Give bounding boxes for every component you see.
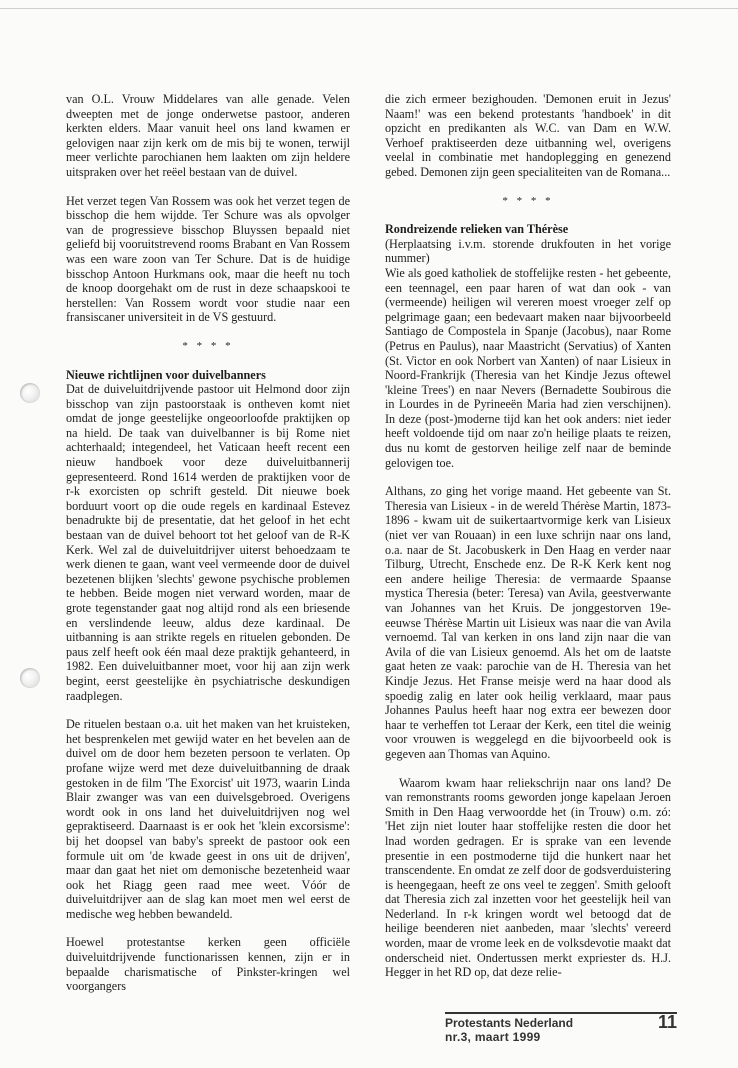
issue-info: nr.3, maart 1999 [445, 1030, 541, 1044]
section-heading-relieken: Rondreizende relieken van Thérèse [385, 222, 569, 237]
reprint-note: (Herplaatsing i.v.m. storende drukfouten in het vorige nummer) [385, 236, 671, 266]
page-number: 11 [657, 1012, 677, 1032]
right-paragraph-1: die zich ermeer bezighouden. 'Demonen eruit in Jezus' Naam!' was een bekend protestants 'handboek' in dit opzicht en predikanten als W.C. van Dam en W.W. Verhoef praktiseerden deze uitbanning wel, overigens veelal in combinatie met handoplegging en genezend gebed. Demonen zijn geen specialiteiten van de Romana... [385, 92, 671, 179]
left-paragraph-1: van O.L. Vrouw Middelares van alle genade. Velen dweepten met de jonge onderwetse pastoor, anderen kerkten elders. Maar vanuit heel ons land kwamen er gelovigen naar zijn kerk om de mis bij te wonen, terwijl meer verlichte parochianen hem laakten om zijn heldere uitspraken over het reëel bestaan van de duivel. [66, 92, 350, 179]
section-divider-stars: * * * * [182, 339, 234, 352]
publication-title: Protestants Nederland [445, 1016, 574, 1030]
section-divider-stars: * * * * [502, 194, 554, 207]
left-paragraph-4: De rituelen bestaan o.a. uit het maken van het kruisteken, het besprenkelen met gewijd water en het bevelen aan de duivel om de door hem bezeten persoon te verlaten. Op profane wijze werd met deze duiveluitbanning de draak gestoken in de film 'The Exorcist' uit 1973, waarin Linda Blair zwanger was van een duivelsgebroed. Overigens wordt ook in ons land het duiveluitdrijven nog wel gepraktiseerd. Daarnaast is er ook het 'klein excorsisme': bij het doopsel van baby's spreekt de pastoor ook een formule uit om 'de kwade geest in ons uit de drijven', maar dan gaat het niet om demonische bezetenheid waar ook het Riagg geen raad mee weet. Vóór de duiveluitdrijver aan de slag kan moet men wel eerst de medische weg hebben bewandeld. [66, 717, 350, 921]
right-paragraph-2: Wie als goed katholiek de stoffelijke resten - het gebeente, een teennagel, een paar haren of wat dan ook - van (vermeende) heiligen wil vereren moest vroeger zelf op pelgrimage gaan; een bedevaart maken naar bijvoorbeeld Santiago de Compostela in Spanje (Jacobus), naar Rome (Petrus en Paulus), naar Maastricht (Servatius) of Xanten (St. Victor en ook Norbert van Xanten) of naar Lisieux in Noord-Frankrijk (Theresia van het Kindje Jezus oftewel 'kleine Trees') en naar Nevers (Bernadette Soubirous die in Lourdes in de Pyrineeën Maria had zien verschijnen). In deze (post-)moderne tijd kan het ook anders: niet ieder heeft voldoende tijd om naar zo'n heilige plaats te reizen, dus nu komt de gestorven heilige zelf naar de beminde gelovigen toe. [385, 265, 671, 470]
left-column [66, 92, 350, 994]
footer-rule [445, 1012, 677, 1014]
right-column [385, 92, 671, 980]
binder-hole-lower [20, 668, 40, 688]
section-heading-duivelbanners: Nieuwe richtlijnen voor duivelbanners [66, 367, 266, 382]
binder-hole-upper [20, 383, 40, 403]
left-paragraph-5: Hoewel protestantse kerken geen officiële duiveluitdrijvende functionarissen kennen, zijn er in bepaalde charismatische of Pinkster-kringen wel voorgangers [66, 935, 350, 994]
page-footer [445, 1012, 677, 1044]
left-paragraph-3: Dat de duiveluitdrijvende pastoor uit Helmond door zijn bisschop van zijn pastoorstaak is ontheven komt niet omdat de jonge geestelijke ongeoorloofde praktijken op na hield. De taak van duivelbanner is bij Rome niet achterhaald; integendeel, het Vaticaan heeft recent een nieuw handboek voor deze duiveluitbannerij gepresenteerd. Rond 1614 werden de praktijken voor de r-k exorcisten op schrift gesteld. Dit nieuwe boek borduurt voort op die oude regels en kardinaal Estevez benadrukte bij de presentatie, dat het geloof in het echt bestaan van de duivel behoort tot het geloof van de R-K Kerk. Wel zal de duiveluitdrijver uiterst behoedzaam te werk dienen te gaan, want veel vermeende door de duivel bezetenen blijken 'slechts' gewone psychische problemen te hebben. Beide mogen niet verward worden, maar de grote tegenstander gaat nog altijd rond als een briesende en verslindende leeuw, aldus deze kardinaal. De uitbanning is aan strikte regels en rituelen gebonden. De paus zelf heeft ook één maal deze praktijk gehanteerd, in 1982. Een duiveluitbanner moet, voor hij aan zijn werk begint, eerst geestelijke èn psychiatrische deskundigen raadplegen. [66, 382, 350, 703]
right-paragraph-3: Althans, zo ging het vorige maand. Het gebeente van St. Theresia van Lisieux - in de wereld Thérèse Martin, 1873-1896 - kwam uit de suikertaartvormige kerk van Lisieux (niet ver van Rouaan) in een luxe schrijn naar ons land, o.a. naar de St. Jacobuskerk in Den Haag en verder naar Tilburg, Utrecht, Enschede enz. De R-K Kerk kent nog een andere heilige Theresia: de vermaarde Spaanse mystica Theresia (beter: Teresa) van Avila, geestverwante van Johannes van het Kruis. De jonggestorven 19e-eeuwse Thérèse Martin uit Lisieux was naar die van Avila vernoemd. Tal van kerken in ons land zijn naar die van Avila of die van Lisieux genoemd. Als het om de laatste gaat heten ze vaak: parochie van de H. Theresia van het Kindje Jezus. Het Franse meisje werd na haar dood als spoedig zalig en later ook heilig verklaard, maar paus Johannes Paulus heeft haar nog extra eer bewezen door haar te verheffen tot Leraar der Kerk, een titel die weinig voor vrouwen is weggelegd en die bijvoorbeeld ook is gegeven aan Thomas van Aquino. [385, 484, 671, 761]
right-paragraph-4: Waarom kwam haar reliekschrijn naar ons land? De van remonstrants rooms geworden jonge kapelaan Jeroen Smith in Den Haag verwoordde het (in Trouw) o.m. zó: 'Het zijn niet louter haar stoffelijke resten die door het lnad worden gedragen. Er is sprake van een levende presentie in een postmoderne tijd die hunkert naar het transcendente. En omdat ze zelf door de godsverduistering is heengegaan, heeft ze ons veel te zeggen'. Smith gelooft dat Theresia zich zal inzetten voor het geestelijk heil van Nederland. In r-k kringen wordt wel betoogd dat de heilige beenderen niet aanbeden, maar 'slechts' vereerd worden, maar de vrome leek en de volksdevotie maakt dat onderscheid niet. Ondertussen merkt expriester ds. H.J. Hegger in het RD op, dat deze relie- [385, 775, 671, 980]
top-edge-line [0, 8, 738, 9]
left-paragraph-2: Het verzet tegen Van Rossem was ook het verzet tegen de bisschop die hem wijdde. Ter Schure was als opvolger van de progressieve bisschop Bluyssen bepaald niet geliefd bij vooruitstrevend rooms Brabant en Van Rossem was een ware zoon van Ter Schure. Dat is de huidige bisschop Antoon Hurkmans ook, maar die heeft nu toch de knoop doorgehakt om de rust in deze schaapskooi te herstellen: Van Rossem wordt voor studie naar een fransiscaner universiteit in de VS gestuurd. [66, 193, 350, 325]
